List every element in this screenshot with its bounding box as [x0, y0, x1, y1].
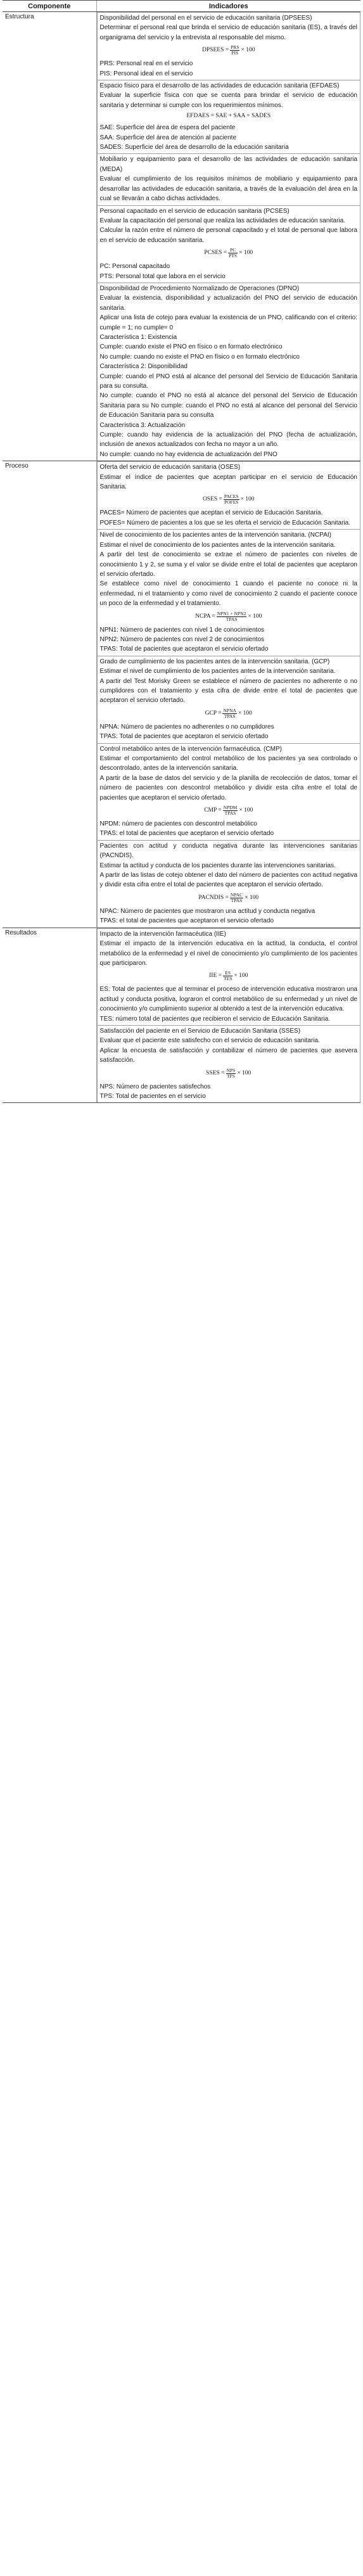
- indicator-formula: [100, 248, 358, 258]
- indicator-title: Mobiliario y equipamiento para el desarrollo de las actividades de educación sanitaria (MEDA): [99, 156, 357, 173]
- indicators-document: [3, 0, 360, 1103]
- indicator-box: [97, 928, 361, 1026]
- formula-fraction: [226, 1068, 236, 1079]
- indicator-definition: NPN2: Número de pacientes con nivel 2 de conocimientos: [99, 635, 265, 643]
- indicator-text: Estimar la actitud y conducta de los pacientes durante las intervenciones sanitarias.: [99, 862, 336, 869]
- formula-rhs: × 100: [239, 807, 253, 814]
- indicator-text: Evaluar que el paciente este satisfecho con el servicio de educación sanitaria.: [99, 1037, 320, 1045]
- indicator-title: Pacientes con actitud y conducta negativa durante las intervenciones sanitarias (PACNDIS).: [99, 842, 357, 860]
- formula-fraction: [222, 708, 236, 719]
- indicator-text: Característica 2: Disponibilidad: [99, 363, 188, 371]
- formula-rhs: × 100: [245, 894, 259, 901]
- indicator-text: Característica 3: Actualización: [99, 421, 186, 429]
- formula-denominator: TPAS: [224, 713, 236, 719]
- formula-denominator: TPAS: [226, 616, 238, 622]
- indicator-definition: POFES= Número de pacientes a los que se les oferta el servicio de Educación Sanitaria.: [99, 519, 351, 526]
- formula-rhs: × 100: [238, 710, 252, 717]
- indicator-title: Espacio físico para el desarrollo de las actividades de educación sanitaria (EFDAES): [99, 82, 340, 90]
- indicator-box: [97, 529, 361, 656]
- indicators-table: [3, 0, 360, 1103]
- indicator-formula: EFDAES = SAE + SAA + SADES: [186, 113, 271, 120]
- indicators-cell: [96, 12, 360, 461]
- indicator-definition: NPN1: Número de pacientes con nivel 1 de conocimientos: [99, 626, 265, 634]
- indicator-definition: NPS: Número de pacientes satisfechos: [99, 1083, 211, 1090]
- indicator-title: Impacto de la intervención farmacéutica (IIE): [99, 930, 226, 938]
- indicator-title: Personal capacitado en el servicio de educación sanitaria (PCSES): [99, 207, 290, 215]
- indicator-text: Cumple: cuando hay evidencia de la actualización del PNO (fecha de actualización, inclusión de anexos actualizados con fecha no mayor a un año.: [99, 431, 357, 449]
- indicator-box: [97, 80, 361, 154]
- formula-fraction: [224, 494, 239, 505]
- formula-numerator: NPS: [226, 1067, 236, 1073]
- formula-lhs: CMP =: [204, 807, 222, 814]
- indicator-text: Estimar el comportamiento del control metabólico de los pacientes ya sea controlado o descontrolado, antes de la intervención sanitaria.: [99, 755, 357, 772]
- formula-denominator: POFES: [224, 499, 239, 506]
- indicator-definition: TPAS: Total de pacientes que aceptaron el servicio ofertado: [99, 733, 269, 741]
- formula-rhs: × 100: [234, 972, 248, 979]
- indicator-text: Estimar el nivel de cumplimiento de los pacientes antes de la intervención sanitaria.: [99, 668, 336, 675]
- header-indicadores: Indicadores: [96, 1, 360, 12]
- indicator-text: Estimar el índice de pacientes que aceptan participar en el servicio de Educación Sanitaria.: [99, 473, 357, 491]
- formula-denominator: TPAS: [224, 810, 236, 817]
- formula-denominator: TPS: [226, 1073, 235, 1079]
- indicator-formula: [100, 45, 358, 56]
- indicator-box: [97, 1025, 361, 1103]
- indicator-text: Cumple: cuando existe el PNO en físico o en formato electrónico: [99, 343, 283, 351]
- indicator-definition: ES: Total de pacientes que al terminar el proceso de intervención educativa mostraron una actitud y conducta positiva, lograron el control metabólico de su enfermedad y un nivel de conocimiento y/o cumplimiento superior al obtenido a test de la intervención educativa.: [99, 986, 357, 1013]
- indicator-formula: [100, 893, 358, 903]
- indicator-text: Determinar el personal real que brinda el servicio de educación sanitaria (ES), a través del organigrama del servicio y la entrevista al responsable del mismo.: [99, 24, 357, 41]
- formula-numerator: NPAC: [230, 891, 243, 898]
- formula-denominator: TPAS: [231, 897, 243, 903]
- formula-lhs: NCPA =: [195, 613, 215, 620]
- table-header-row: [3, 1, 360, 12]
- formula-rhs: × 100: [239, 250, 253, 257]
- indicator-box: [97, 283, 361, 461]
- indicator-text: Característica 1: Existencia: [99, 333, 177, 341]
- indicators-cell: [96, 461, 360, 928]
- indicator-formula: [100, 494, 358, 505]
- formula-numerator: NPNA: [223, 707, 236, 713]
- table-body: [3, 12, 360, 1103]
- indicator-text: Evaluar la existencia, disponibilidad y actualización del PNO del servicio de educación sanitaria.: [99, 295, 357, 312]
- formula-lhs: PACNDIS =: [198, 894, 229, 901]
- formula-rhs: × 100: [248, 613, 262, 620]
- formula-denominator: PTS: [229, 253, 238, 259]
- indicator-box: [97, 743, 361, 841]
- indicator-formula: [100, 805, 358, 816]
- indicator-text: A partir de las listas de cotejo obtener el dato del número de pacientes con actitud negativa y dividir esta cifra entre el total de pacientes que aceptaron el servicio ofertado.: [99, 872, 357, 889]
- indicator-formula: [100, 708, 358, 719]
- indicator-box: [97, 153, 361, 205]
- indicator-text: Aplicar una lista de cotejo para evaluar la existencia de un PNO, calificando con el criterio: cumple = 1; no cumple= 0: [99, 314, 357, 331]
- component-row: [3, 928, 360, 1103]
- formula-lhs: GCP =: [205, 710, 222, 717]
- formula-rhs: × 100: [237, 1069, 252, 1076]
- indicator-text: A partir del test de conocimiento se extrae el número de pacientes con niveles de conocimiento 1 y 2, se suma y el valor se divide entre el total de pacientes que aceptaron el servicio ofertado.: [99, 551, 357, 578]
- formula-numerator: NPDM: [223, 805, 238, 811]
- indicator-definition: SAE: Superficie del área de espera del paciente: [99, 124, 236, 132]
- indicator-definition: TPS: Total de pacientes en el servicio: [99, 1092, 206, 1100]
- formula-numerator: PRS: [231, 44, 239, 51]
- indicator-title: Nivel de conocimiento de los pacientes antes de la intervención sanitaria. (NCPAI): [99, 532, 332, 539]
- indicator-definition: SAA: Superficie del área de atención al paciente: [99, 134, 237, 141]
- indicator-text: Evaluar el cumplimiento de los requisitos mínimos de mobiliario y equipamiento para desarrollar las actividades de educación sanitaria, a través de la evaluación del área en la cual se llevarán a cabo dichas actividades.: [99, 175, 357, 203]
- indicator-formula: [100, 1068, 358, 1079]
- indicator-title: Disponibilidad del personal en el servicio de educación sanitaria (DPSEES): [99, 15, 312, 22]
- indicator-text: Cumple: cuando el PNO está al alcance del personal del Servicio de Educación Sanitaria para su consulta.: [99, 373, 357, 390]
- indicator-title: Grado de cumplimiento de los pacientes antes de la intervención sanitaria. (GCP): [99, 658, 330, 665]
- formula-fraction: [230, 893, 243, 903]
- formula-rhs: × 100: [241, 47, 255, 54]
- component-name: Resultados: [3, 928, 96, 1103]
- indicator-definition: NPAC: Número de pacientes que mostraron una actitud y conducta negativa: [99, 907, 315, 915]
- indicator-definition: SADES: Superficie del área de desarrollo de la educación sanitaria: [99, 144, 289, 151]
- indicator-text: Estimar el nivel de conocimiento de los pacientes antes de la intervención sanitaria.: [99, 541, 336, 549]
- indicator-box: [97, 656, 361, 744]
- header-componente: Componente: [3, 1, 96, 12]
- formula-denominator: PIS: [231, 50, 239, 56]
- formula-numerator: ES: [223, 971, 232, 976]
- indicator-definition: TPAS: el total de pacientes que aceptaron el servicio ofertado: [99, 917, 274, 925]
- indicator-text: Evaluar la capacitación del personal que realiza las actividades de educación sanitaria.: [99, 217, 346, 224]
- indicator-definition: PRS: Personal real en el servicio: [99, 60, 193, 68]
- indicator-title: Oferta del servicio de educación sanitaria (OSES): [99, 464, 241, 471]
- indicator-box: [97, 12, 361, 80]
- indicator-text: Se establece como nivel de conocimiento 1 cuando el paciente no conoce ni la enfermedad, ni el tratamiento y como nivel de conocimiento 2 cuando el paciente conoce un poco de la enfermedad y el tratamiento.: [99, 580, 357, 608]
- formula-lhs: OSES =: [202, 496, 222, 503]
- indicator-text: A partir de la base de datos del servicio y de la planilla de recolección de datos, tomar el número de pacientes con descontrol metabólico y dividir esta cifra entre el total de pacientes que aceptaron el servicio ofertado.: [99, 774, 357, 801]
- indicator-definition: PC: Personal capacitado: [99, 263, 170, 271]
- formula-fraction: [223, 971, 232, 981]
- indicator-formula: [100, 611, 358, 622]
- indicator-text: No cumple: cuando no existe el PNO en físico o en formato electrónico: [99, 353, 300, 360]
- indicator-text: No cumple: cuando no hay evidencia de actualización del PNO: [99, 450, 277, 458]
- formula-numerator: PC: [228, 248, 238, 253]
- indicators-cell: [96, 928, 360, 1103]
- indicator-definition: NPNA: Número de pacientes no adherentes o no cumplidores: [99, 723, 274, 730]
- formula-numerator: PACES: [224, 494, 239, 500]
- formula-numerator: NPN1 + NPN2: [217, 610, 246, 616]
- indicator-definition: PTS: Personal total que labora en el servicio: [99, 272, 226, 280]
- indicator-box: [97, 205, 361, 283]
- indicator-formula: [100, 971, 358, 981]
- formula-fraction: [228, 248, 238, 258]
- formula-fraction: [230, 45, 239, 56]
- indicator-definition: TES: número total de pacientes que recibieron el servicio de Educación Sanitaria.: [99, 1015, 330, 1023]
- indicator-box: [97, 840, 361, 928]
- indicator-text: Aplicar la encuesta de satisfacción y contabilizar el número de pacientes que asevera satisfacción.: [99, 1047, 357, 1064]
- indicator-text: Estimar el impacto de la intervención educativa en la actitud, la conducta, el control metabólico de la enfermedad y el nivel de conocimiento y/o cumplimiento de los pacientes que participaron.: [99, 940, 357, 967]
- formula-denominator: TES: [224, 976, 232, 982]
- indicator-title: Satisfacción del paciente en el Servicio de Educación Sanitaria (SSES): [99, 1027, 301, 1035]
- indicator-text: No cumple: cuando el PNO no está al alcance del personal del Servicio de Educación Sanitaria para su No cumple: cuando el PNO no está al alcance del personal del Servicio de Educación Sanitaria para su consulta: [99, 392, 357, 419]
- formula-fraction: [217, 611, 247, 622]
- component-row: [3, 12, 360, 461]
- component-name: Proceso: [3, 461, 96, 928]
- component-row: [3, 461, 360, 928]
- indicator-box: [97, 461, 361, 530]
- formula-lhs: SSES =: [206, 1069, 225, 1076]
- indicator-text: Calcular la razón entre el número de personal capacitado y el total de personal que labora en el servicio de educación sanitaria.: [99, 227, 357, 244]
- formula-lhs: IIE =: [209, 972, 222, 979]
- component-name: Estructura: [3, 12, 96, 461]
- formula-fraction: [223, 805, 238, 816]
- formula-lhs: PCSES =: [204, 250, 227, 257]
- indicator-definition: PIS: Personal ideal en el servicio: [99, 70, 193, 77]
- indicator-text: Evaluar la superficie física con que se cuenta para brindar el servicio de educación sanitaria y determinar si cumple con los requerimientos mínimos.: [99, 92, 357, 109]
- indicator-title: Disponibilidad de Procedimiento Normalizado de Operaciones (DPNO): [99, 284, 300, 292]
- indicator-definition: TPAS: Total de pacientes que aceptaron el servicio ofertado: [99, 646, 269, 653]
- indicator-definition: NPDM: número de pacientes con descontrol metabólico: [99, 820, 257, 828]
- indicator-title: Control metabólico antes de la intervención farmacéutica. (CMP): [99, 745, 282, 753]
- indicator-text: A partir del Test Morisky Green se establece el número de pacientes no adherente o no cumplidores con el tratamiento y esta cifra de divide entre el total de pacientes que aceptaron el servicio ofertado.: [99, 677, 357, 705]
- indicator-definition: TPAS: el total de pacientes que aceptaron el servicio ofertado: [99, 830, 274, 838]
- formula-rhs: × 100: [240, 496, 255, 503]
- indicator-definition: PACES= Número de pacientes que aceptan el servicio de Educación Sanitaria.: [99, 509, 323, 517]
- formula-lhs: DPSEES =: [202, 47, 229, 54]
